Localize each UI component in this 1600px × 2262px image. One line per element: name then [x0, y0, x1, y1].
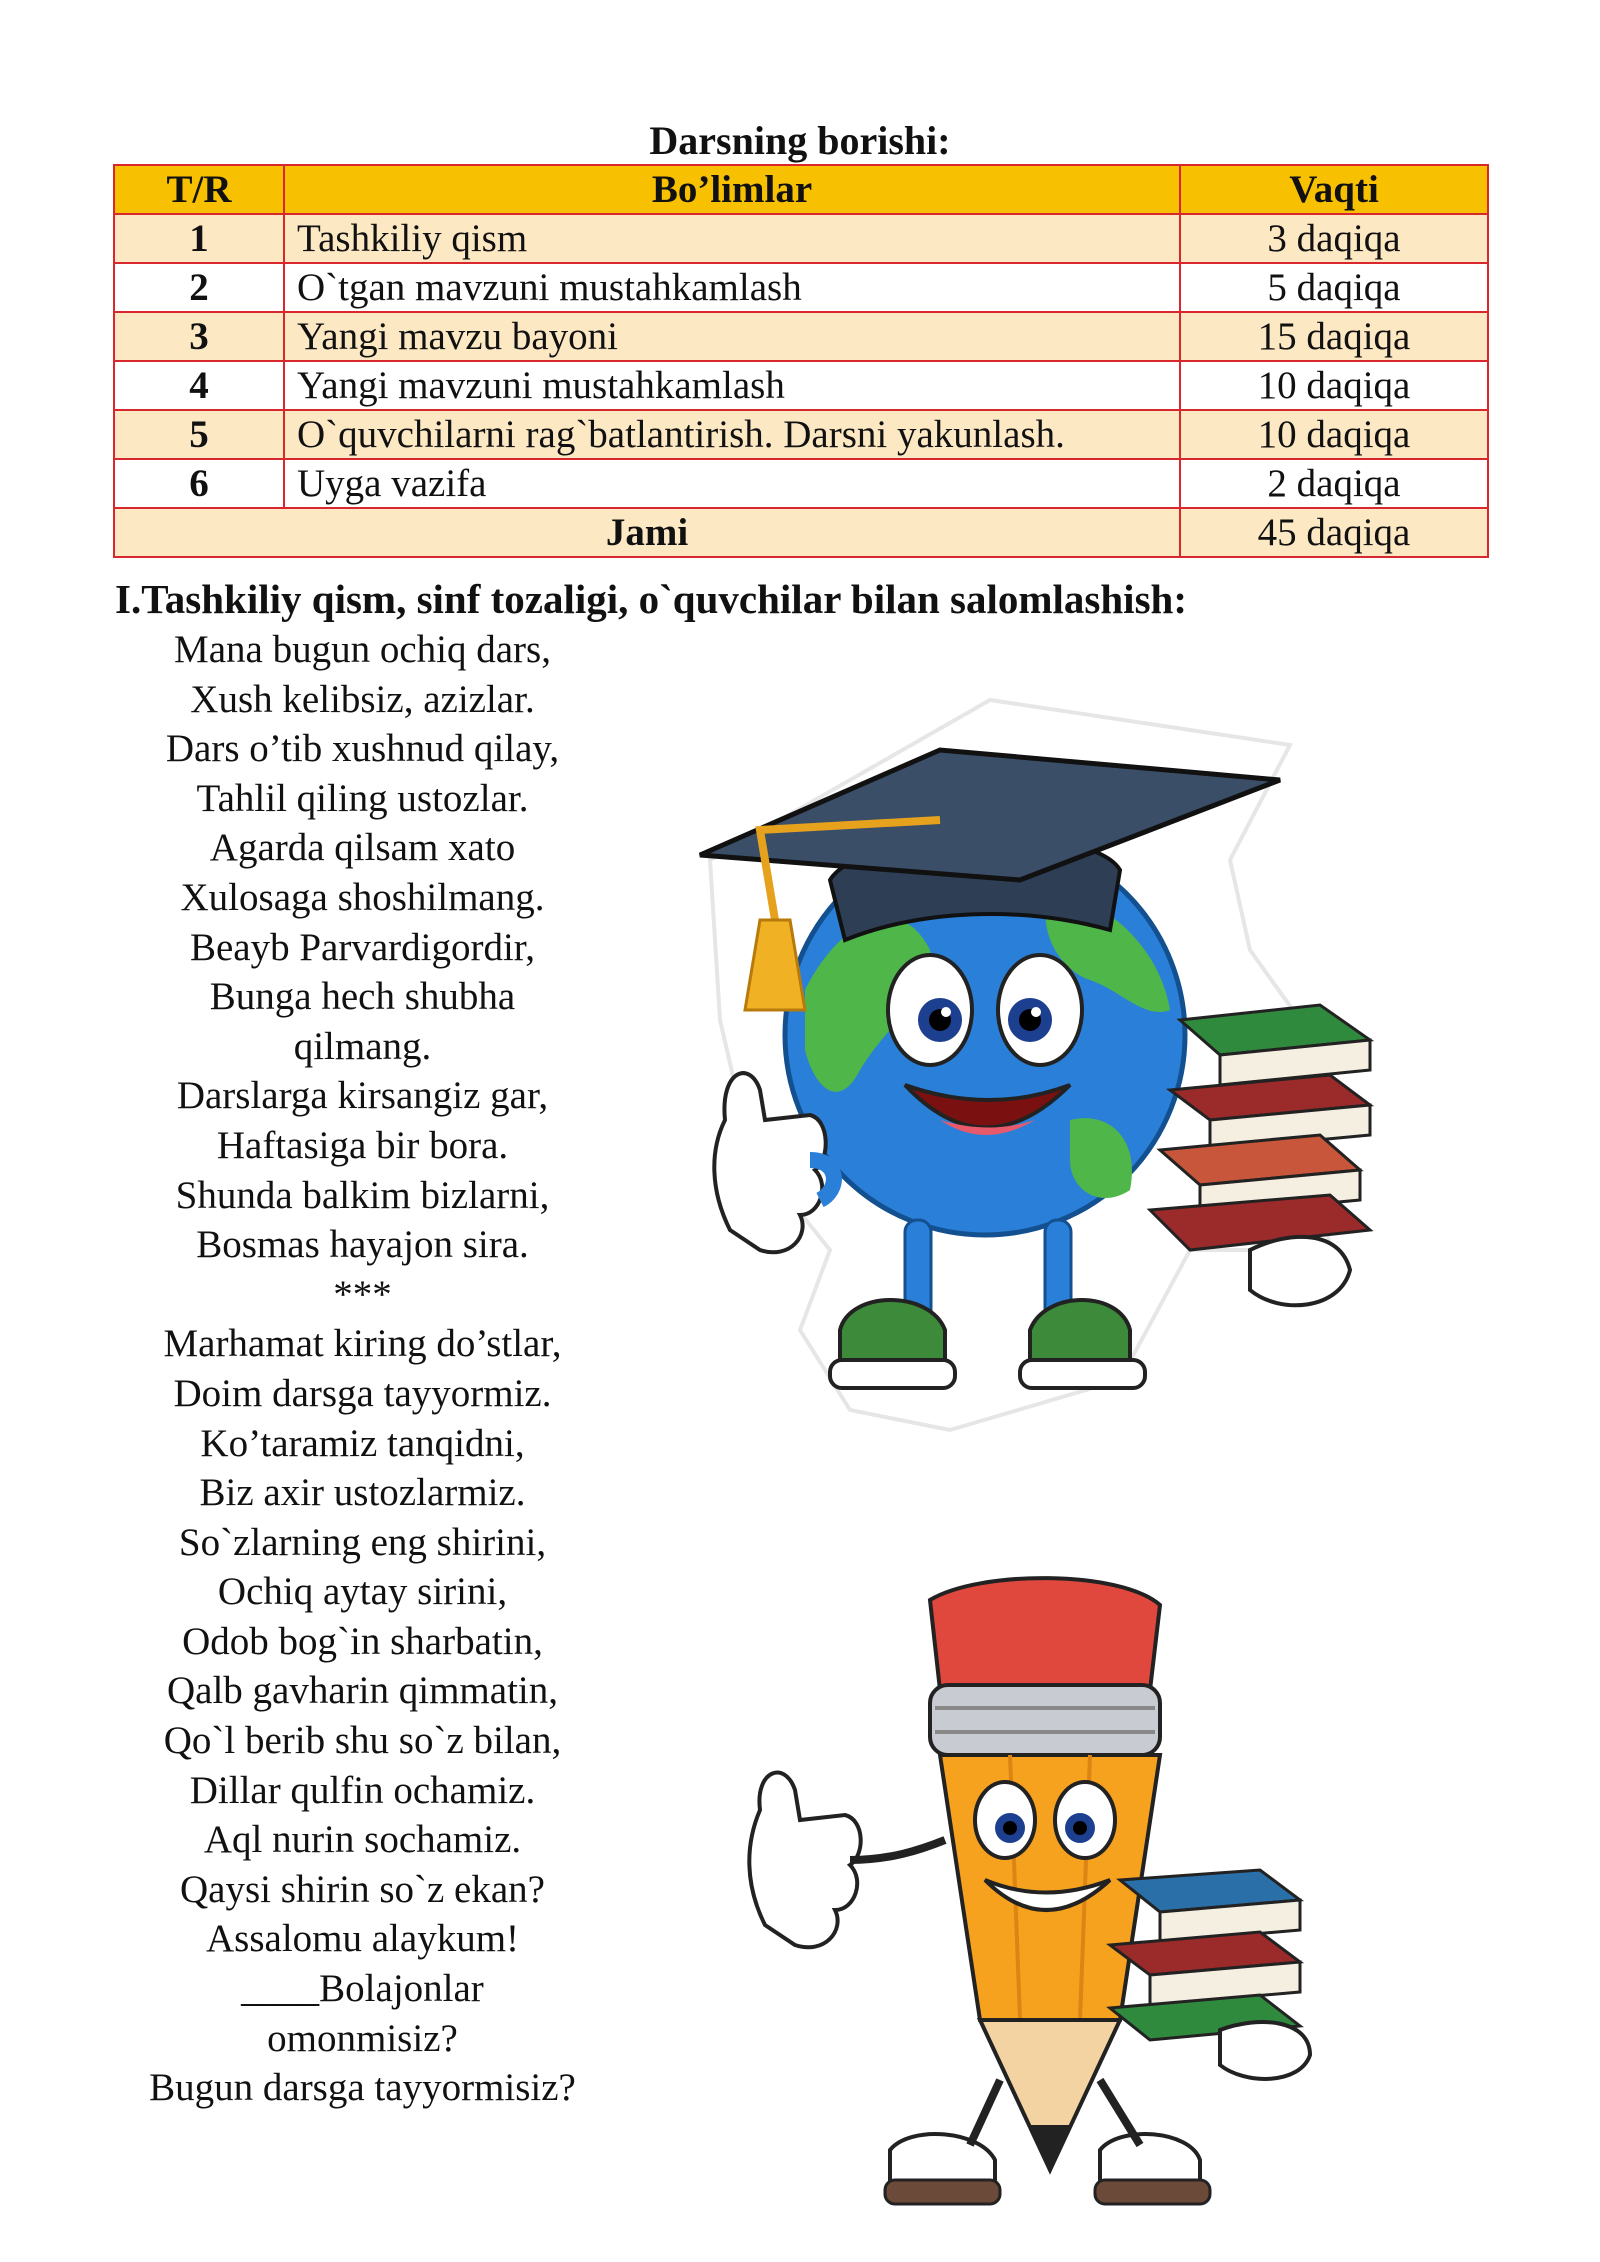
row-time: 5 daqiqa	[1180, 263, 1488, 312]
header-sections: Bo’limlar	[284, 165, 1180, 214]
row-section: O`quvchilarni rag`batlantirish. Darsni yakunlash.	[284, 410, 1180, 459]
section-heading: I.Tashkiliy qism, sinf tozaligi, o`quvchilar bilan salomlashish:	[115, 576, 1187, 622]
row-section: Yangi mavzuni mustahkamlash	[284, 361, 1180, 410]
table-row	[114, 263, 1488, 312]
poem-line: Assalomu alaykum!	[205, 1917, 520, 1961]
poem-line: Agarda qilsam xato	[209, 826, 516, 870]
table-row	[114, 410, 1488, 459]
row-time: 10 daqiqa	[1180, 410, 1488, 459]
poem-separator: ***	[333, 1272, 392, 1316]
row-number: 4	[114, 361, 284, 410]
row-time: 10 daqiqa	[1180, 361, 1488, 410]
poem-line: Biz axir ustozlarmiz.	[199, 1471, 526, 1515]
poem-line: Haftasiga bir bora.	[216, 1123, 509, 1167]
poem-line: Mana bugun ochiq dars,	[174, 628, 551, 671]
poem-line: qilmang.	[293, 1024, 432, 1068]
total-label: Jami	[114, 508, 1180, 557]
table-total-row	[114, 508, 1488, 557]
poem-line: Qo`l berib shu so`z bilan,	[163, 1719, 562, 1763]
row-section: Tashkiliy qism	[284, 214, 1180, 263]
poem-line: Ko’taramiz tanqidni,	[200, 1421, 525, 1465]
header-tr: T/R	[114, 165, 284, 214]
poem-line: Shunda balkim bizlarni,	[175, 1173, 550, 1217]
poem-line: Bosmas hayajon sira.	[196, 1223, 529, 1267]
poem-line: Odob bog`in sharbatin,	[182, 1619, 543, 1663]
table-header-row	[114, 165, 1488, 214]
poem-line: Darslarga kirsangiz gar,	[176, 1074, 549, 1118]
row-time: 3 daqiqa	[1180, 214, 1488, 263]
row-time: 2 daqiqa	[1180, 459, 1488, 508]
lesson-plan-table	[113, 164, 1489, 558]
poem-line: Ochiq aytay sirini,	[217, 1570, 508, 1614]
header-time: Vaqti	[1180, 165, 1488, 214]
table-row	[114, 312, 1488, 361]
row-number: 2	[114, 263, 284, 312]
poem-line: Doim darsga tayyormiz.	[173, 1371, 552, 1415]
table-row	[114, 214, 1488, 263]
row-number: 6	[114, 459, 284, 508]
poem-line: Aql nurin sochamiz.	[203, 1818, 522, 1862]
poem-line: Qaysi shirin so`z ekan?	[180, 1867, 545, 1911]
poem-line: Bunga hech shubha	[209, 975, 516, 1019]
poem-line: omonmisiz?	[267, 2016, 458, 2060]
poem-line: Xulosaga shoshilmang.	[180, 875, 545, 919]
globe-graduate-icon	[690, 690, 1450, 1450]
poem-line: Qalb gavharin qimmatin,	[167, 1669, 558, 1713]
row-number: 5	[114, 410, 284, 459]
welcome-poem	[100, 625, 625, 2113]
poem-line: So`zlarning eng shirini,	[178, 1520, 547, 1564]
row-number: 1	[114, 214, 284, 263]
row-section: O`tgan mavzuni mustahkamlash	[284, 263, 1180, 312]
poem-line: Dars o’tib xushnud qilay,	[165, 727, 560, 771]
poem-line: Dillar qulfin ochamiz.	[189, 1768, 536, 1812]
page-title: Darsning borishi:	[649, 118, 951, 163]
table-row	[114, 361, 1488, 410]
row-time: 15 daqiqa	[1180, 312, 1488, 361]
total-time: 45 daqiqa	[1180, 508, 1488, 557]
poem-line: Xush kelibsiz, azizlar.	[190, 677, 535, 721]
table-row	[114, 459, 1488, 508]
row-number: 3	[114, 312, 284, 361]
pencil-character-icon	[740, 1560, 1360, 2220]
poem-line: Bugun darsga tayyormisiz?	[149, 2066, 576, 2110]
row-section: Yangi mavzu bayoni	[284, 312, 1180, 361]
row-section: Uyga vazifa	[284, 459, 1180, 508]
poem-line: Marhamat kiring do’stlar,	[163, 1322, 562, 1366]
poem-line: ____Bolajonlar	[241, 1967, 484, 2011]
poem-line: Beayb Parvardigordir,	[189, 925, 535, 969]
poem-line: Tahlil qiling ustozlar.	[196, 776, 529, 820]
